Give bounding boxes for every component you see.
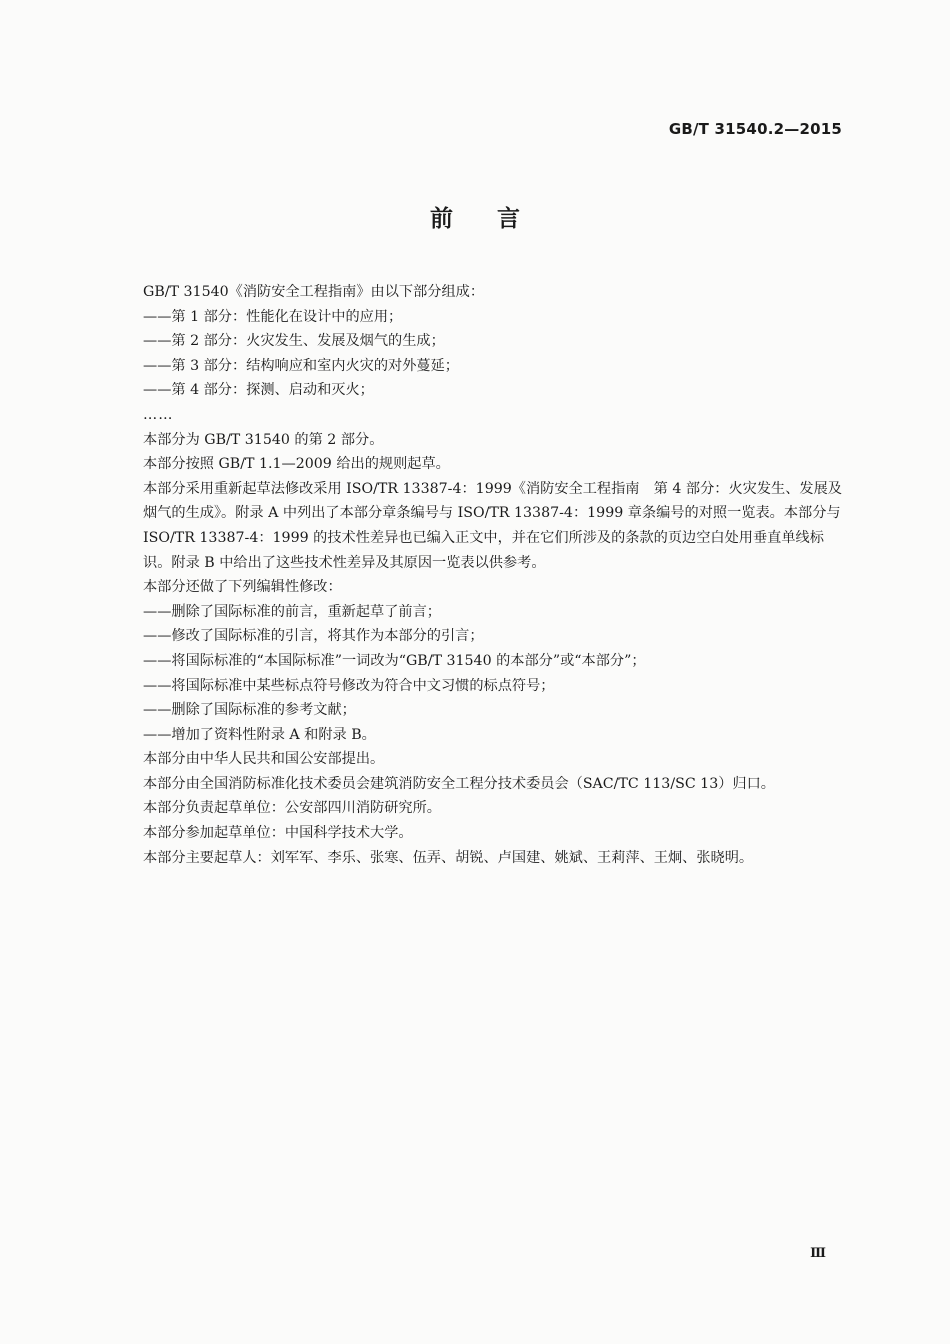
list-item: ——第 2 部分：火灾发生、发展及烟气的生成； (143, 333, 445, 350)
paragraph: 本部分还做了下列编辑性修改： (143, 579, 342, 596)
list-ellipsis: …… (143, 406, 174, 423)
list-item: ——将国际标准的“本国际标准”一词改为“GB/T 31540 的本部分”或“本部分”； (143, 652, 646, 669)
list-item: ——增加了资料性附录 A 和附录 B。 (143, 726, 376, 743)
paragraph: 本部分按照 GB/T 1.1—2009 给出的规则起草。 (143, 456, 450, 473)
standard-number: GB/T 31540.2—2015 (668, 120, 842, 138)
paragraph: 本部分负责起草单位：公安部四川消防研究所。 (143, 800, 441, 817)
page-number: Ⅲ (810, 1246, 826, 1261)
paragraph: 本部分由全国消防标准化技术委员会建筑消防安全工程分技术委员会（SAC/TC 113/SC 13）归口。 (143, 775, 775, 792)
paragraph: 本部分采用重新起草法修改采用 ISO/TR 13387-4：1999《消防安全工程指南 第 4 部分：火灾发生、发展及烟气的生成》。附录 A 中列出了本部分章条编号与 ISO/TR 13387-4：1999 章条编号的对照一览表。本部分与 ISO/TR 13387-4：1999 的技术性差异也已编入正文中，并在它们所涉及的条款的页边空白处用垂直单线标识。附录 B 中给出了这些技术性差异及其原因一览表以供参考。 (143, 480, 842, 571)
list-item: ——第 1 部分：性能化在设计中的应用； (143, 308, 403, 325)
paragraph: 本部分为 GB/T 31540 的第 2 部分。 (143, 431, 384, 448)
list-item: ——删除了国际标准的前言，重新起草了前言； (143, 603, 441, 620)
paragraph: 本部分参加起草单位：中国科学技术大学。 (143, 825, 413, 842)
list-item: ——修改了国际标准的引言，将其作为本部分的引言； (143, 628, 484, 645)
paragraph: 本部分由中华人民共和国公安部提出。 (143, 751, 385, 768)
list-item: ——第 4 部分：探测、启动和灭火； (143, 382, 374, 399)
list-item: ——第 3 部分：结构响应和室内火灾的对外蔓延； (143, 357, 459, 374)
list-item: ——删除了国际标准的参考文献； (143, 702, 356, 719)
paragraph: GB/T 31540《消防安全工程指南》由以下部分组成： (143, 284, 485, 300)
document-body (143, 280, 848, 870)
page-title: 前言 (430, 206, 564, 232)
list-item: ——将国际标准中某些标点符号修改为符合中文习惯的标点符号； (143, 677, 555, 694)
paragraph: 本部分主要起草人：刘军军、李乐、张寒、伍弄、胡锐、卢国建、姚斌、王莉萍、王炯、张晓明。 (143, 849, 754, 866)
